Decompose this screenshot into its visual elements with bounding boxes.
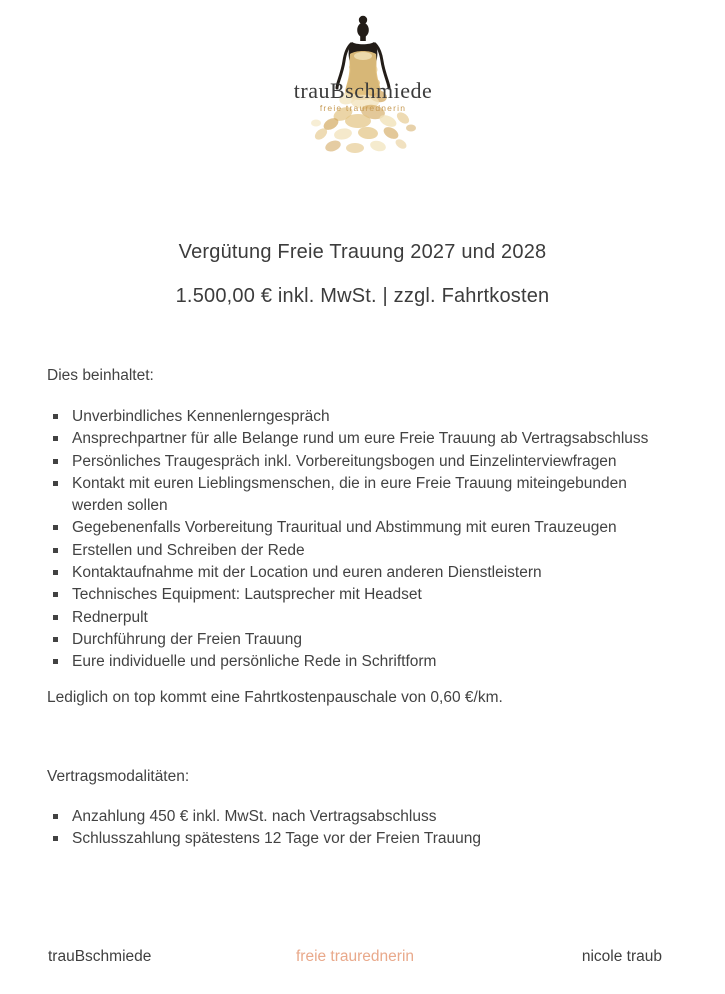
contract-heading: Vertragsmodalitäten: <box>47 767 190 785</box>
list-item <box>53 629 681 651</box>
brand-logo <box>282 6 444 166</box>
square-bullet-icon <box>53 428 72 450</box>
list-item <box>53 451 681 473</box>
list-item-text: Kontakt mit euren Lieblingsmenschen, die in eure Freie Trauung miteingebunden werden sollen <box>72 474 627 515</box>
list-item-text: Persönliches Traugespräch inkl. Vorbereitungsbogen und Einzelinterviewfragen <box>72 452 617 470</box>
list-item-text: Schlusszahlung spätestens 12 Tage vor der Freien Trauung <box>72 829 481 847</box>
travel-cost-note: Lediglich on top kommt eine Fahrtkostenpauschale von 0,60 €/km. <box>47 688 503 706</box>
list-item <box>53 651 681 673</box>
list-item-text: Technisches Equipment: Lautsprecher mit Headset <box>72 586 422 604</box>
page-footer <box>48 947 662 969</box>
list-item <box>53 406 681 428</box>
list-item-text: Gegebenenfalls Vorbereitung Trauritual und Abstimmung mit euren Trauzeugen <box>72 519 617 537</box>
square-bullet-icon <box>53 562 72 584</box>
list-item <box>53 607 681 629</box>
page-title: Vergütung Freie Trauung 2027 und 2028 <box>178 241 547 263</box>
includes-heading: Dies beinhaltet: <box>47 367 154 384</box>
list-item-text: Durchführung der Freien Trauung <box>72 630 303 648</box>
price-subtitle: 1.500,00 € inkl. MwSt. | zzgl. Fahrtkosten <box>175 285 550 307</box>
square-bullet-icon <box>53 806 72 828</box>
square-bullet-icon <box>53 406 72 428</box>
square-bullet-icon <box>53 540 72 562</box>
list-item <box>53 428 681 450</box>
square-bullet-icon <box>53 607 72 629</box>
list-item-text: Eure individuelle und persönliche Rede in Schriftform <box>72 653 437 671</box>
contract-list <box>47 806 681 851</box>
list-item <box>53 517 681 539</box>
document-body <box>0 365 725 850</box>
document-page <box>0 6 725 994</box>
list-item-text: Unverbindliches Kennenlerngespräch <box>72 408 330 425</box>
footer-brand: trauBschmiede <box>48 948 152 965</box>
square-bullet-icon <box>53 451 72 473</box>
footer-author: nicole traub <box>581 948 662 965</box>
list-item <box>53 473 681 518</box>
logo-brand-text: trauBschmiede <box>293 78 432 103</box>
square-bullet-icon <box>53 651 72 673</box>
logo-tagline-text: freie traurednerin <box>319 103 406 113</box>
list-item-text: Ansprechpartner für alle Belange rund um eure Freie Trauung ab Vertragsabschluss <box>72 430 649 448</box>
square-bullet-icon <box>53 473 72 518</box>
list-item-text: Rednerpult <box>72 608 148 626</box>
list-item <box>53 806 681 828</box>
square-bullet-icon <box>53 517 72 539</box>
list-item <box>53 584 681 606</box>
square-bullet-icon <box>53 629 72 651</box>
square-bullet-icon <box>53 584 72 606</box>
footer-tagline: freie traurednerin <box>295 948 415 965</box>
square-bullet-icon <box>53 828 72 850</box>
list-item <box>53 562 681 584</box>
list-item <box>53 540 681 562</box>
list-item-text: Erstellen und Schreiben der Rede <box>72 541 305 559</box>
includes-list <box>47 406 681 674</box>
list-item-text: Anzahlung 450 € inkl. MwSt. nach Vertragsabschluss <box>72 807 437 825</box>
list-item-text: Kontaktaufnahme mit der Location und euren anderen Dienstleistern <box>72 564 542 582</box>
list-item <box>53 828 681 850</box>
